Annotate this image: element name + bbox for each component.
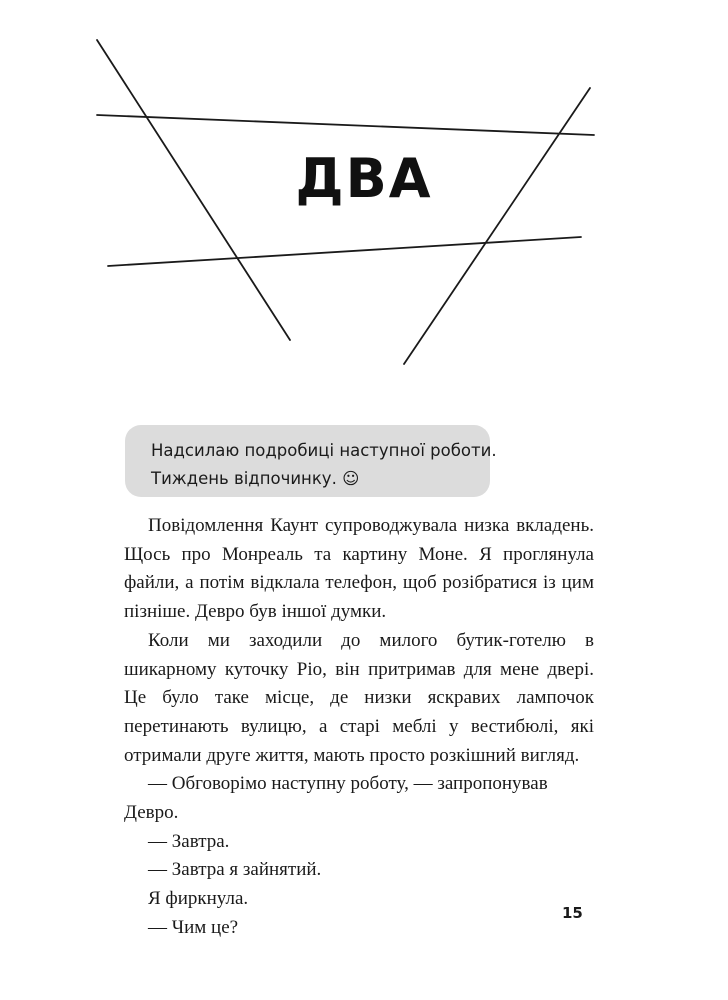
decor-line-diagonal-right [404, 88, 590, 364]
paragraph-2: Коли ми заходили до милого бутик-готелю в шикарному куточку Ріо, він притримав для мене двері. Це було таке місце, де низки яскравих лампочок перетинають вулицю, а старі меблі у вестибюлі, які отримали друге життя, мають просто розкішний вигляд. [124, 629, 594, 766]
dialogue-line-4: — Чим це? [148, 916, 239, 938]
message-bubble [125, 425, 497, 497]
page-number: 15 [562, 904, 583, 922]
dialogue-line-2: — Завтра. [148, 830, 230, 852]
paragraph-1: Повідомлення Каунт супроводжувала низка вкладень. Щось про Монреаль та картину Моне. Я проглянула файли, а потім відклала телефон, щоб розібратися із цим пізніше. Деврo був іншої думки. [124, 515, 594, 623]
dialogue-line-1: — Обговорімо наступну роботу, — запропонував Деврo. [124, 773, 548, 824]
message-line-1: Надсилаю подробиці наступної роботи. [151, 441, 497, 460]
dialogue-line-3: — Завтра я зайнятий. [148, 859, 322, 881]
chapter-decoration-lines [0, 0, 728, 420]
chapter-title: ДВА [295, 147, 433, 210]
decor-line-top [97, 115, 594, 135]
narration-line: Я фиркнула. [148, 888, 249, 910]
body-text [124, 512, 594, 943]
decor-line-bottom [108, 237, 581, 266]
message-line-2: Тиждень відпочинку. ☺ [151, 469, 360, 488]
